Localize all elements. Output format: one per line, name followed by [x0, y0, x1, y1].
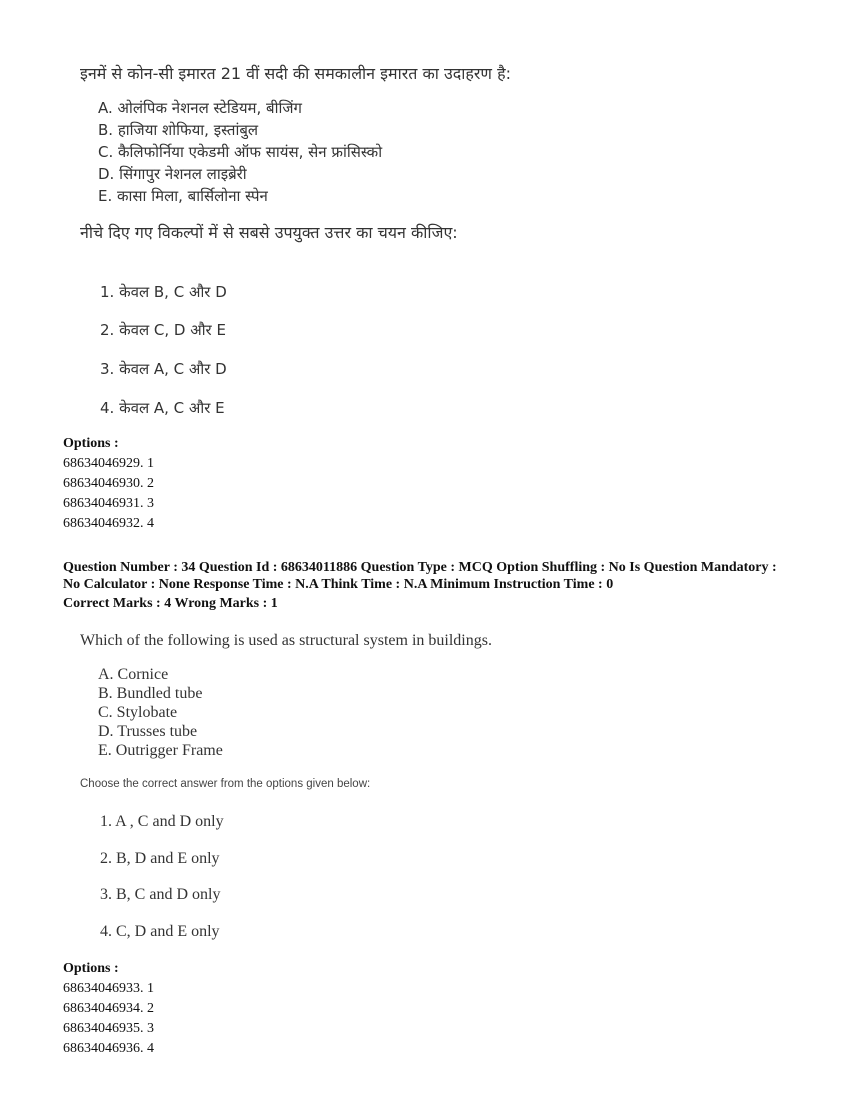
q33-options-label: Options : [63, 436, 119, 451]
q33-answer-2: 2. केवल C, D और E [100, 321, 226, 339]
q33-option-3: 68634046931. 3 [63, 496, 154, 511]
q34-meta-line-3: Correct Marks : 4 Wrong Marks : 1 [63, 596, 278, 611]
q33-answer-3: 3. केवल A, C और D [100, 360, 227, 378]
q34-answer-1: 1. A , C and D only [100, 813, 224, 830]
q34-stem: Which of the following is used as structural system in buildings. [80, 632, 492, 649]
q33-statement-a: A. ओलंपिक नेशनल स्टेडियम, बीजिंग [98, 99, 302, 117]
q33-instruction: नीचे दिए गए विकल्पों में से सबसे उपयुक्त उत्तर का चयन कीजिए: [80, 223, 458, 242]
q34-option-3: 68634046935. 3 [63, 1021, 154, 1036]
q34-statement-e: E. Outrigger Frame [98, 742, 223, 759]
q34-option-1: 68634046933. 1 [63, 981, 154, 996]
q33-answer-1: 1. केवल B, C और D [100, 283, 227, 301]
q34-answer-2: 2. B, D and E only [100, 850, 220, 867]
q34-option-4: 68634046936. 4 [63, 1041, 154, 1056]
q33-option-1: 68634046929. 1 [63, 456, 154, 471]
q33-stem: इनमें से कोन-सी इमारत 21 वीं सदी की समकालीन इमारत का उदाहरण है: [80, 64, 511, 83]
q34-answer-4: 4. C, D and E only [100, 923, 220, 940]
q33-statement-d: D. सिंगापुर नेशनल लाइब्रेरी [98, 165, 247, 183]
q33-option-2: 68634046930. 2 [63, 476, 154, 491]
q34-options-label: Options : [63, 961, 119, 976]
q34-statement-a: A. Cornice [98, 666, 169, 683]
q33-statement-e: E. कासा मिला, बार्सिलोना स्पेन [98, 187, 268, 205]
q34-answer-3: 3. B, C and D only [100, 886, 221, 903]
q34-meta-line-1: Question Number : 34 Question Id : 68634011886 Question Type : MCQ Option Shuffling : No Is Question Mandatory : [63, 560, 777, 575]
q34-statement-c: C. Stylobate [98, 704, 178, 721]
q34-option-2: 68634046934. 2 [63, 1001, 154, 1016]
q33-answer-4: 4. केवल A, C और E [100, 399, 225, 417]
q33-statement-b: B. हाजिया शोफिया, इस्तांबुल [98, 121, 259, 139]
q34-meta-line-2: No Calculator : None Response Time : N.A Think Time : N.A Minimum Instruction Time : 0 [63, 577, 614, 592]
q34-instruction: Choose the correct answer from the options given below: [80, 778, 371, 790]
q34-statement-d: D. Trusses tube [98, 723, 198, 740]
q34-statement-b: B. Bundled tube [98, 685, 203, 702]
q33-option-4: 68634046932. 4 [63, 516, 154, 531]
q33-statement-c: C. कैलिफोर्निया एकेडमी ऑफ सायंस, सेन फ्रांसिस्को [98, 143, 383, 161]
